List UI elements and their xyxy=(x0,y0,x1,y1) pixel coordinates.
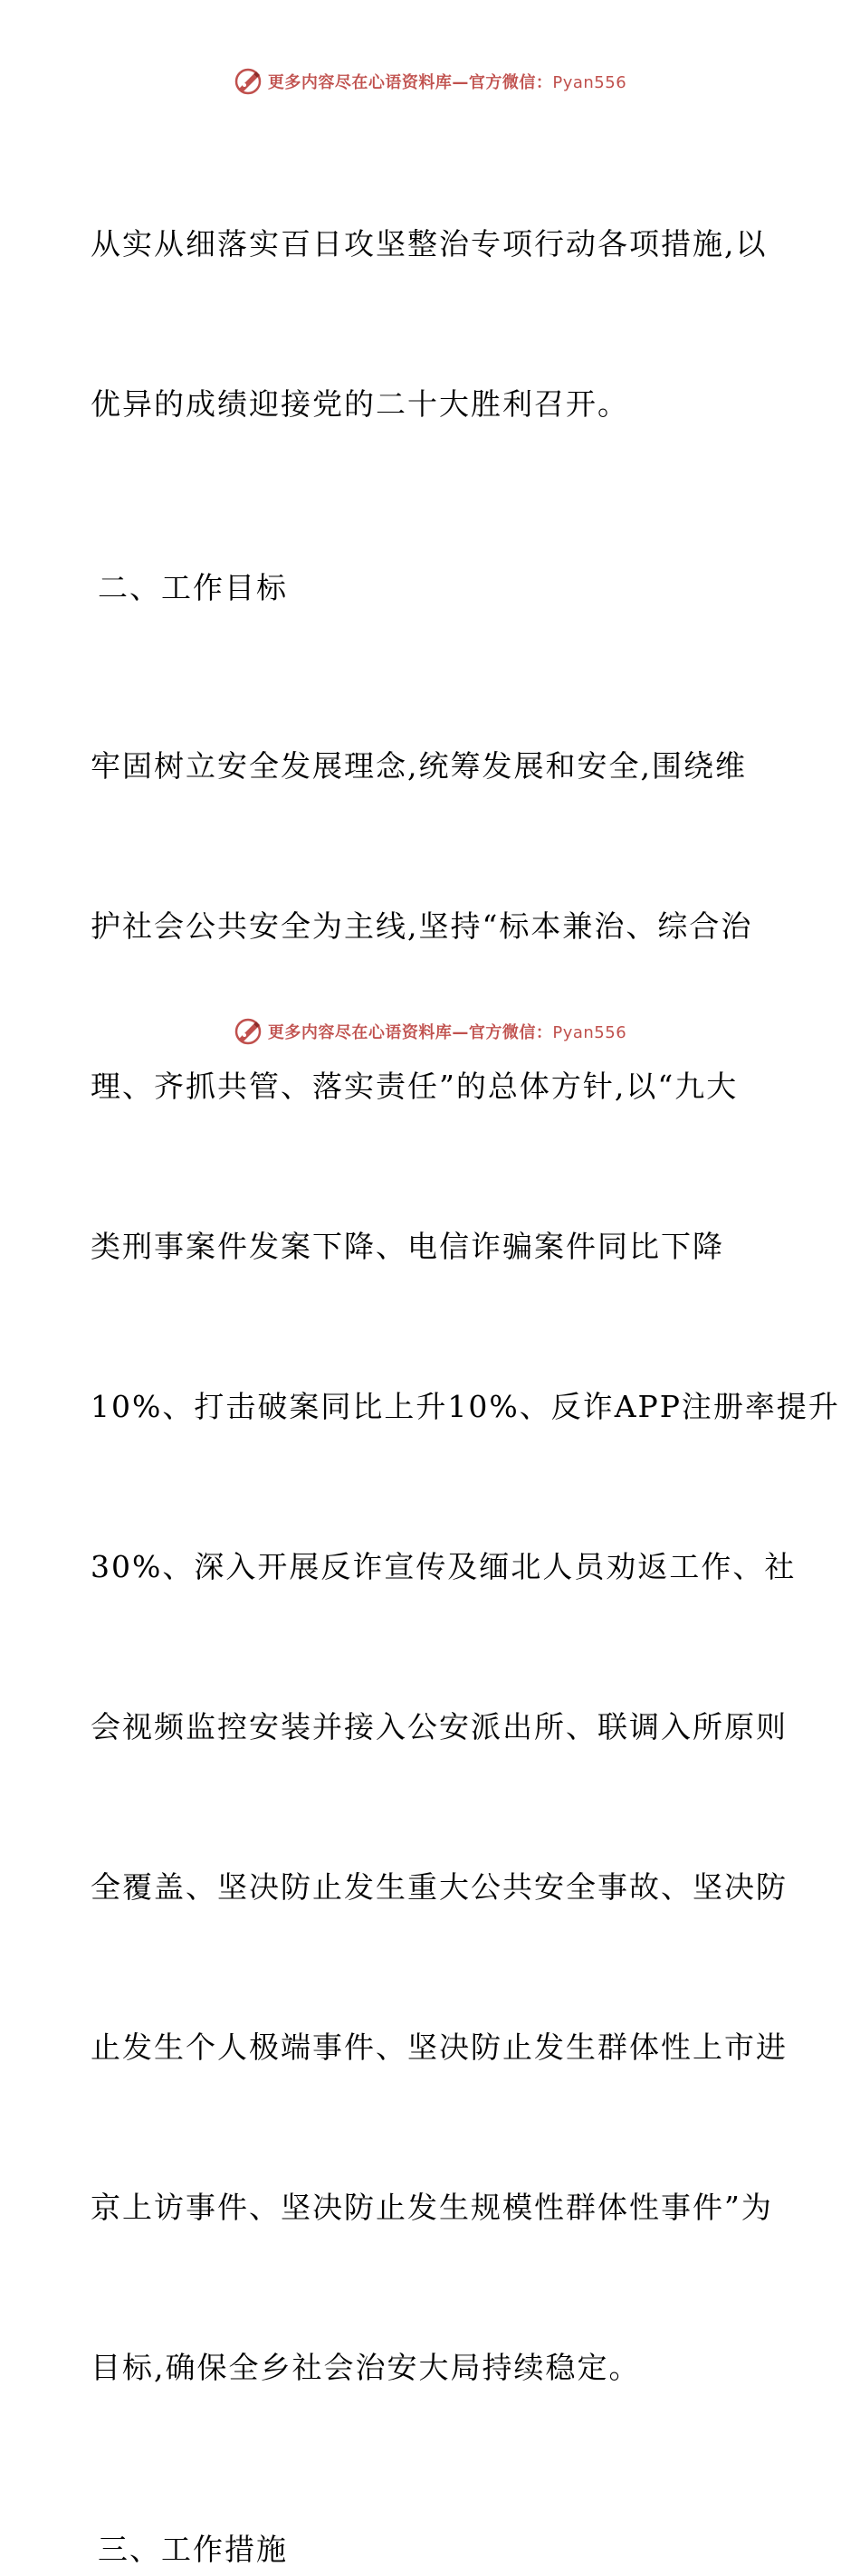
paragraph-intro xyxy=(91,110,779,537)
text-line: 10%、打击破案同比上升10%、反诈APP注册率提升 xyxy=(91,1389,840,1424)
text-line: 类刑事案件发案下降、电信诈骗案件同比下降 xyxy=(91,1229,724,1264)
red-pen-logo-icon xyxy=(234,67,263,96)
text-line: 优异的成绩迎接党的二十大胜利召开。 xyxy=(91,386,629,422)
watermark-official-label: 官方微信： xyxy=(468,73,553,92)
paragraph-goals xyxy=(91,632,840,2501)
watermark-text xyxy=(268,70,626,93)
text-line: 止发生个人极端事件、坚决防止发生群体性上市进 xyxy=(91,2029,788,2065)
watermark-official-label: 官方微信： xyxy=(468,1023,553,1042)
text-line: 目标,确保全乡社会治安大局持续稳定。 xyxy=(91,2350,641,2385)
section-heading-goals: 二、工作目标 xyxy=(98,570,288,605)
red-pen-logo-icon xyxy=(234,1017,263,1046)
watermark-separator: — xyxy=(452,1023,469,1042)
text-line: 会视频监控安装并接入公安派出所、联调入所原则 xyxy=(91,1709,788,1744)
text-line: 牢固树立安全发展理念,统筹发展和安全,围绕维 xyxy=(91,748,747,784)
watermark-brand: 更多内容尽在心语资料库 xyxy=(267,1023,453,1042)
watermark-text xyxy=(268,1020,626,1043)
document-body xyxy=(91,110,840,2576)
watermark-brand: 更多内容尽在心语资料库 xyxy=(267,73,453,92)
text-line: 全覆盖、坚决防止发生重大公共安全事故、坚决防 xyxy=(91,1869,788,1905)
section-heading-measures: 三、工作措施 xyxy=(98,2532,288,2567)
header-watermark xyxy=(0,65,860,98)
text-line: 30%、深入开展反诈宣传及缅北人员劝返工作、社 xyxy=(91,1549,797,1584)
watermark-separator: — xyxy=(452,73,469,92)
text-line: 理、齐抓共管、落实责任”的总体方针,以“九大 xyxy=(91,1069,739,1104)
watermark-handle: Pyan556 xyxy=(552,73,627,92)
text-line: 从实从细落实百日攻坚整治专项行动各项措施,以 xyxy=(91,226,768,261)
footer-watermark xyxy=(0,1015,860,1048)
text-line: 京上访事件、坚决防止发生规模性群体性事件”为 xyxy=(91,2190,773,2225)
watermark-handle: Pyan556 xyxy=(552,1023,627,1042)
text-line: 护社会公共安全为主线,坚持“标本兼治、综合治 xyxy=(91,908,753,944)
